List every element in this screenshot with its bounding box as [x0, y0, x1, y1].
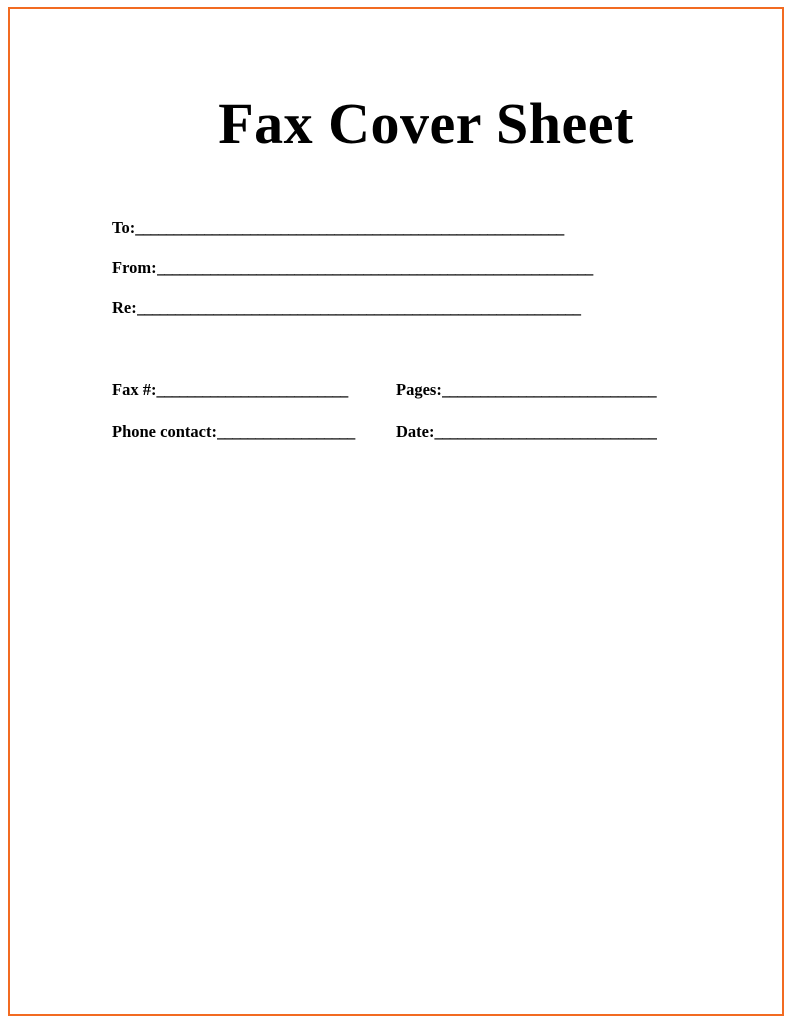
field-to-label: To:: [112, 218, 136, 237]
field-row-phone-date: [112, 422, 692, 442]
field-date-label: Date:: [396, 422, 435, 441]
field-from-input-line[interactable]: _________________________________________________________: [156, 258, 593, 277]
field-date-input-line[interactable]: _____________________________: [434, 422, 657, 441]
field-fax-number-input-line[interactable]: _________________________: [156, 380, 348, 399]
field-from-label: From:: [112, 258, 157, 277]
field-phone-contact-input-line[interactable]: __________________: [216, 422, 355, 441]
field-phone-contact-label: Phone contact:: [112, 422, 217, 441]
field-pages-label: Pages:: [396, 380, 442, 399]
page-title: Fax Cover Sheet: [218, 91, 634, 156]
field-re: [112, 298, 692, 318]
field-to-input-line[interactable]: ________________________________________________________: [135, 218, 564, 237]
field-re-label: Re:: [112, 298, 137, 317]
field-to: [112, 218, 692, 238]
field-pages-input-line[interactable]: ____________________________: [441, 380, 657, 399]
field-row-fax-pages: [112, 380, 692, 400]
field-fax-number: [112, 380, 396, 400]
field-date: [396, 422, 692, 442]
field-fax-number-label: Fax #:: [112, 380, 157, 399]
field-phone-contact: [112, 422, 396, 442]
field-pages: [396, 380, 692, 400]
field-re-input-line[interactable]: __________________________________________________________: [136, 298, 581, 317]
field-from: [112, 258, 692, 278]
